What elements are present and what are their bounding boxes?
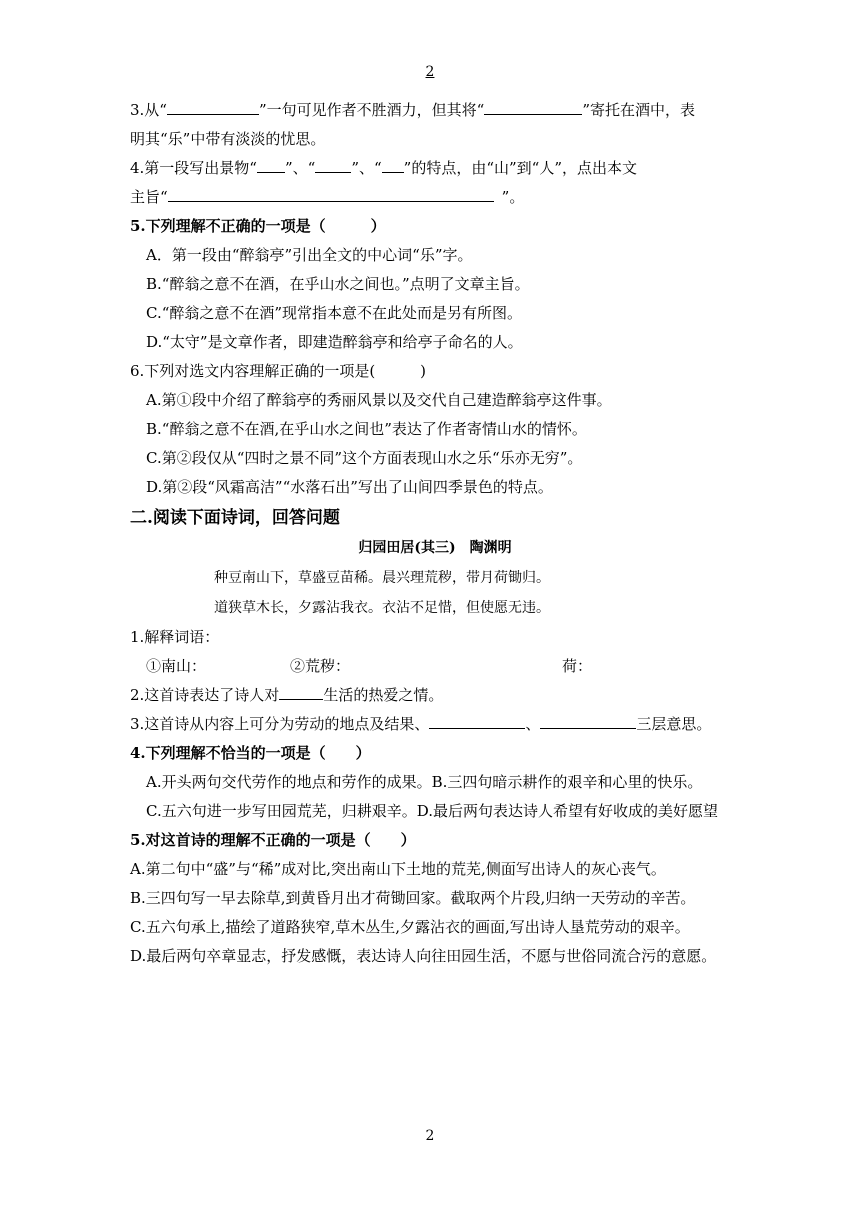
poem-line-1: 种豆南山下，草盛豆苗稀。晨兴理荒秽，带月荷锄归。 bbox=[214, 570, 550, 586]
q3-blank-2[interactable] bbox=[484, 98, 582, 115]
question-4-line-1 bbox=[130, 154, 730, 183]
poem-question-4-line-2: C.五六句进一步写田园荒芜，归耕艰辛。D.最后两句表达诗人希望有好收成的美好愿望 bbox=[146, 802, 718, 820]
poem-question-2 bbox=[130, 681, 730, 710]
q3-text-a: 3.从“ bbox=[130, 101, 167, 119]
question-5-option-d: D.“太守”是文章作者，即建造醉翁亭和给亭子命名的人。 bbox=[146, 333, 523, 351]
poem-question-5-stem: 5.对这首诗的理解不正确的一项是（ ） bbox=[130, 831, 416, 849]
p1-item-2: ②荒秽： bbox=[290, 657, 351, 675]
question-5-option-b: B.“醉翁之意不在酒，在乎山水之间也。”点明了文章主旨。 bbox=[146, 275, 530, 293]
question-5-option-a: A．第一段由“醉翁亭”引出全文的中心词“乐”字。 bbox=[146, 246, 473, 264]
q4-blank-1[interactable] bbox=[257, 156, 285, 173]
q4-blank-3[interactable] bbox=[382, 156, 404, 173]
question-6-option-d: D.第②段“风霜高洁”“水落石出”写出了山间四季景色的特点。 bbox=[146, 478, 553, 496]
question-6-option-b: B.“醉翁之意不在酒,在乎山水之间也”表达了作者寄情山水的情怀。 bbox=[146, 420, 587, 438]
q4-text-b: ”、“ bbox=[284, 159, 316, 177]
poem-question-5-option-c: C.五六句承上,描绘了道路狭窄,草木丛生,夕露沾衣的画面,写出诗人垦荒劳动的艰辛。 bbox=[130, 918, 690, 936]
q4-blank-4[interactable] bbox=[168, 185, 494, 202]
poem-question-1-stem: 1.解释词语： bbox=[130, 628, 220, 646]
question-5-option-c: C.“醉翁之意不在酒”现常指本意不在此处而是另有所图。 bbox=[146, 304, 523, 322]
p3-blank-1[interactable] bbox=[429, 712, 525, 729]
poem-question-5-option-d: D.最后两句卒章显志，抒发感慨，表达诗人向往田园生活，不愿与世俗同流合污的意愿。 bbox=[130, 947, 717, 965]
question-3-line-1 bbox=[130, 96, 730, 125]
section-2-heading: 二.阅读下面诗词，回答问题 bbox=[130, 508, 340, 528]
p3-blank-2[interactable] bbox=[540, 712, 636, 729]
page-content bbox=[130, 96, 730, 971]
q4-text-e: 主旨“ bbox=[130, 188, 168, 206]
p2-text-a: 2.这首诗表达了诗人对 bbox=[130, 686, 280, 704]
p2-blank[interactable] bbox=[279, 683, 323, 700]
question-3-line-2: 明其“乐”中带有淡淡的忧思。 bbox=[130, 130, 326, 148]
question-6-stem: 6.下列对选文内容理解正确的一项是( ) bbox=[130, 362, 427, 380]
poem-question-3 bbox=[130, 710, 730, 739]
p2-text-b: 生活的热爱之情。 bbox=[323, 686, 444, 704]
page-number-bottom: 2 bbox=[425, 1128, 435, 1144]
q3-text-b: ”一句可见作者不胜酒力，但其将“ bbox=[258, 101, 485, 119]
q4-text-c: ”、“ bbox=[351, 159, 382, 177]
poem-question-1-items bbox=[130, 652, 730, 681]
p1-item-3: 荷： bbox=[562, 657, 593, 675]
q4-text-a: 4.第一段写出景物“ bbox=[130, 159, 257, 177]
q3-blank-1[interactable] bbox=[167, 98, 259, 115]
q4-blank-2[interactable] bbox=[315, 156, 351, 173]
p3-text-c: 三层意思。 bbox=[636, 715, 712, 733]
q4-text-d: ”的特点，由“山”到“人”，点出本文 bbox=[403, 159, 638, 177]
poem-title: 归园田居(其三) 陶渊明 bbox=[358, 540, 512, 556]
poem-question-5-option-b: B.三四句写一早去除草,到黄昏月出才荷锄回家。截取两个片段,归纳一天劳动的辛苦。 bbox=[130, 889, 696, 907]
question-5-stem: 5.下列理解不正确的一项是（ ） bbox=[130, 217, 386, 235]
poem-question-4-stem: 4.下列理解不恰当的一项是（ ） bbox=[130, 744, 371, 762]
question-4-line-2 bbox=[130, 183, 730, 212]
p3-text-a: 3.这首诗从内容上可分为劳动的地点及结果、 bbox=[130, 715, 430, 733]
question-6-option-a: A.第①段中介绍了醉翁亭的秀丽风景以及交代自己建造醉翁亭这件事。 bbox=[146, 391, 612, 409]
p3-text-b: 、 bbox=[525, 715, 541, 733]
q3-text-c: ”寄托在酒中，表 bbox=[582, 101, 695, 119]
question-6-option-c: C.第②段仅从“四时之景不同”这个方面表现山水之乐“乐亦无穷”。 bbox=[146, 449, 583, 467]
q4-text-f: ”。 bbox=[501, 188, 525, 206]
page-number-top: 2 bbox=[425, 64, 435, 80]
poem-question-4-line-1: A.开头两句交代劳作的地点和劳作的成果。B.三四句暗示耕作的艰辛和心里的快乐。 bbox=[146, 773, 703, 791]
p1-item-1: ①南山： bbox=[146, 657, 207, 675]
poem-line-2: 道狭草木长，夕露沾我衣。衣沾不足惜，但使愿无违。 bbox=[214, 600, 550, 616]
poem-question-5-option-a: A.第二句中“盛”与“稀”成对比,突出南山下土地的荒芜,侧面写出诗人的灰心丧气。 bbox=[130, 860, 666, 878]
